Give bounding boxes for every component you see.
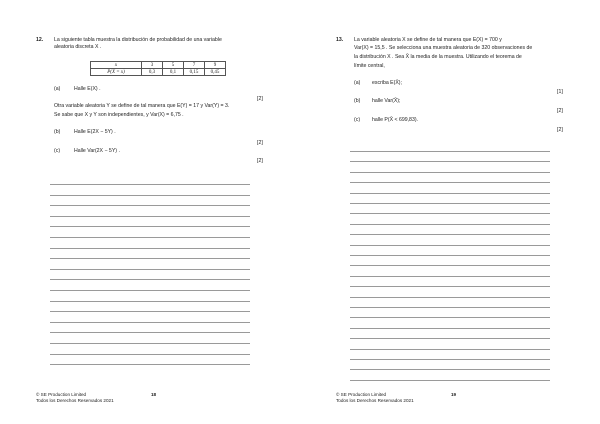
- table-cell: 0,45: [205, 69, 226, 76]
- part-c-text: Halle Var(2X − 5Y) .: [74, 148, 120, 154]
- part-a-marks: [1]: [557, 89, 563, 95]
- probability-table: [90, 61, 226, 76]
- answer-line: [50, 226, 250, 227]
- answer-line: [350, 213, 550, 214]
- answer-line: [350, 255, 550, 256]
- info-line1: Otra variable aleatoria Y se define de tal manera que E(Y) = 17 y Var(Y) = 3.: [54, 103, 230, 109]
- part-c-label: (c): [354, 117, 361, 123]
- part-b-label: (b): [354, 98, 361, 104]
- answer-line: [350, 234, 550, 235]
- answer-line: [350, 359, 550, 360]
- question-13-stem-line4: límite central,: [354, 63, 385, 69]
- answer-line: [350, 172, 550, 173]
- part-b-text: Halle E(2X − 5Y) .: [74, 129, 116, 135]
- part-a-text: Halle E(X) .: [74, 86, 101, 92]
- answer-line: [350, 328, 550, 329]
- answer-line: [350, 297, 550, 298]
- answer-line: [350, 349, 550, 350]
- answer-line: [50, 258, 250, 259]
- table-cell: 3: [142, 62, 163, 69]
- answer-line: [350, 161, 550, 162]
- question-12-stem-line2: aleatoria discreta X .: [54, 44, 102, 50]
- part-b-label: (b): [54, 129, 61, 135]
- part-c-text: halle P(X̄ < 699,83).: [372, 117, 418, 123]
- footer-rights: Todos los Derechos Reservados 2021: [336, 398, 414, 403]
- answer-line: [50, 290, 250, 291]
- answer-line: [50, 364, 250, 365]
- answer-line: [50, 354, 250, 355]
- answer-line: [50, 184, 250, 185]
- answer-line: [350, 203, 550, 204]
- answer-line: [350, 224, 550, 225]
- table-row: [91, 62, 226, 69]
- answer-line: [50, 237, 250, 238]
- answer-line: [50, 343, 250, 344]
- answer-line: [50, 301, 250, 302]
- answer-line: [50, 216, 250, 217]
- answer-line: [350, 307, 550, 308]
- answer-line: [350, 151, 550, 152]
- table-cell: 0,1: [163, 69, 184, 76]
- part-a-marks: [2]: [257, 96, 263, 102]
- part-a-label: (a): [354, 80, 361, 86]
- part-b-marks: [2]: [557, 108, 563, 114]
- table-cell: 0,3: [142, 69, 163, 76]
- part-c-marks: [2]: [257, 158, 263, 164]
- footer-copyright: © SE Production Limited: [36, 392, 87, 397]
- info-line2: Se sabe que X y Y son independientes, y Var(X) = 6,75 .: [54, 112, 184, 118]
- answer-line: [50, 322, 250, 323]
- page-number: 19: [451, 392, 457, 397]
- question-12-number: 12.: [36, 37, 44, 43]
- answer-line: [50, 195, 250, 196]
- answer-line: [350, 317, 550, 318]
- answer-line: [350, 276, 550, 277]
- answer-line: [350, 338, 550, 339]
- answer-line: [350, 265, 550, 266]
- table-cell: 9: [205, 62, 226, 69]
- answer-line: [350, 193, 550, 194]
- answer-line: [50, 205, 250, 206]
- footer-rights: Todos los Derechos Reservados 2021: [36, 398, 114, 403]
- table-cell: x: [91, 62, 142, 69]
- answer-line: [350, 369, 550, 370]
- part-a-text: escriba E(X̄);: [372, 80, 402, 86]
- right-page: [300, 0, 600, 424]
- table-cell: 5: [163, 62, 184, 69]
- question-13-number: 13.: [336, 37, 344, 43]
- page-number: 18: [151, 392, 157, 397]
- table-row: [91, 69, 226, 76]
- part-c-marks: [2]: [557, 127, 563, 133]
- answer-line: [50, 332, 250, 333]
- table-cell: P(X = x): [91, 69, 142, 76]
- part-b-text: halle Var(X̄);: [372, 98, 401, 104]
- answer-line: [50, 269, 250, 270]
- part-b-marks: [2]: [257, 140, 263, 146]
- question-13-stem-line1: La variable aleatoria X se define de tal manera que E(X) = 700 y: [354, 37, 502, 43]
- footer-copyright: © SE Production Limited: [336, 392, 387, 397]
- answer-line: [350, 182, 550, 183]
- question-13-stem-line2: Var(X) = 15,5 . Se selecciona una muestra aleatoria de 320 observaciones de: [354, 45, 533, 51]
- part-a-label: (a): [54, 86, 61, 92]
- answer-line: [350, 286, 550, 287]
- part-c-label: (c): [54, 148, 61, 154]
- answer-line: [350, 380, 550, 381]
- question-12-stem-line1: La siguiente tabla muestra la distribución de probabilidad de una variable: [54, 37, 222, 43]
- table-cell: 0,15: [184, 69, 205, 76]
- table-cell: 7: [184, 62, 205, 69]
- answer-line: [50, 311, 250, 312]
- answer-line: [350, 245, 550, 246]
- answer-line: [50, 248, 250, 249]
- question-13-stem-line3: la distribución X . Sea X̄ la media de la muestra. Utilizando el teorema de: [354, 54, 522, 60]
- answer-line: [50, 279, 250, 280]
